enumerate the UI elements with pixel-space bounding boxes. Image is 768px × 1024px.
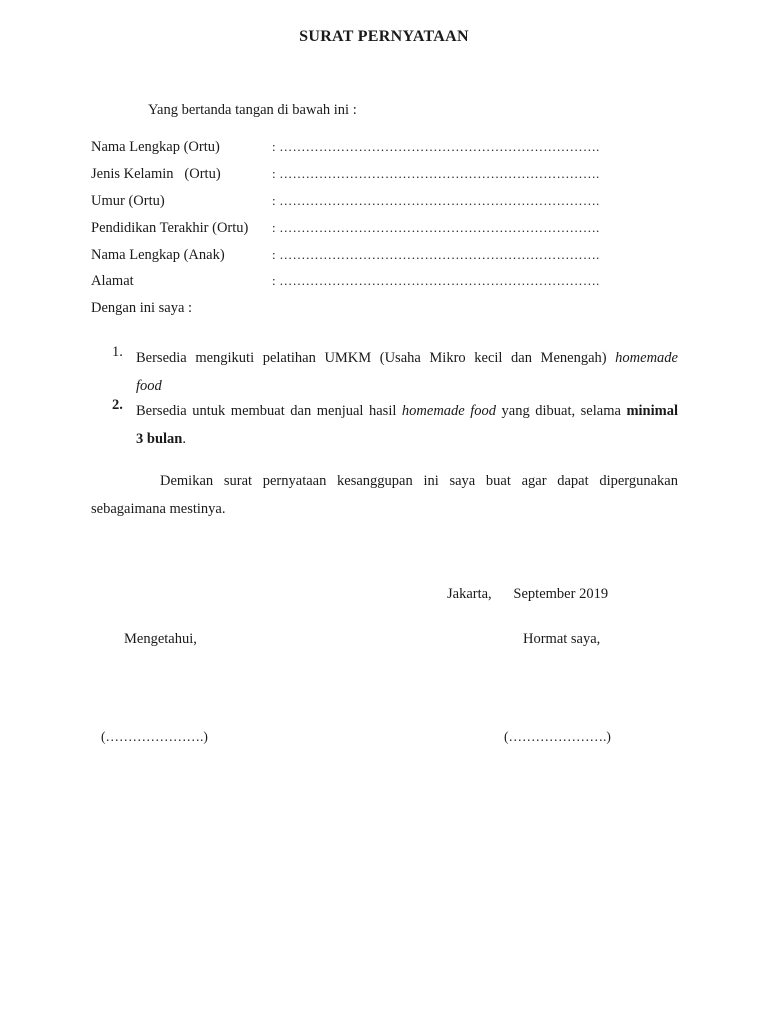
field-value: : ………………………………………………………………. — [272, 220, 600, 235]
text-run-italic: homemade — [615, 350, 678, 366]
list-text — [136, 397, 678, 453]
list-line — [136, 344, 678, 372]
field-row-nama-ortu — [91, 139, 691, 159]
text-run: Bersedia mengikuti pelatihan UMKM (Usaha Mikro kecil dan Menengah) — [136, 350, 616, 366]
list-line — [136, 425, 678, 453]
field-value: : ………………………………………………………………. — [272, 273, 600, 288]
field-label: Umur (Ortu) — [91, 193, 165, 209]
field-value: : ………………………………………………………………. — [272, 247, 600, 262]
field-row-umur — [91, 193, 691, 213]
document-title: SURAT PERNYATAAN — [299, 28, 469, 45]
list-number: 2. — [112, 397, 123, 413]
field-label: Nama Lengkap (Anak) — [91, 247, 225, 263]
field-value: : ………………………………………………………………. — [272, 139, 600, 154]
field-label: Pendidikan Terakhir (Ortu) — [91, 220, 249, 236]
field-value: : ………………………………………………………………. — [272, 166, 600, 181]
text-run-italic: homemade food — [401, 403, 497, 419]
field-row-jenis-kelamin — [91, 166, 691, 186]
text-run-bold: 3 bulan — [136, 431, 183, 447]
list-line — [136, 372, 678, 400]
text-run: yang dibuat, selama — [496, 403, 627, 419]
field-label: Alamat — [91, 273, 134, 289]
closing-line: sebagaimana mestinya. — [91, 501, 226, 517]
field-value: : ………………………………………………………………. — [272, 193, 600, 208]
list-text — [136, 344, 678, 400]
text-run: . — [182, 431, 186, 447]
field-row-alamat — [91, 273, 691, 293]
intro-text: Yang bertanda tangan di bawah ini : — [148, 102, 357, 118]
signature-line-left: (………………….) — [101, 729, 208, 744]
place-date: Jakarta, September 2019 — [447, 586, 609, 602]
text-run-italic: food — [136, 378, 162, 394]
mengetahui-label: Mengetahui, — [124, 631, 197, 647]
field-row-nama-anak — [91, 247, 691, 267]
text-run-bold: minimal — [626, 403, 679, 419]
list-number: 1. — [112, 344, 123, 360]
closing-line: Demikan surat pernyataan kesanggupan ini saya buat agar dapat dipergunakan — [160, 473, 678, 489]
dengan-ini-saya: Dengan ini saya : — [91, 300, 193, 316]
hormat-saya-label: Hormat saya, — [523, 631, 601, 647]
closing-paragraph — [91, 467, 678, 523]
text-run: Bersedia untuk membuat dan menjual hasil — [136, 403, 402, 419]
field-row-pendidikan — [91, 220, 691, 240]
field-label: Nama Lengkap (Ortu) — [91, 139, 220, 155]
field-label: Jenis Kelamin (Ortu) — [91, 166, 221, 182]
list-line — [136, 397, 678, 425]
signature-line-right: (………………….) — [504, 729, 611, 744]
